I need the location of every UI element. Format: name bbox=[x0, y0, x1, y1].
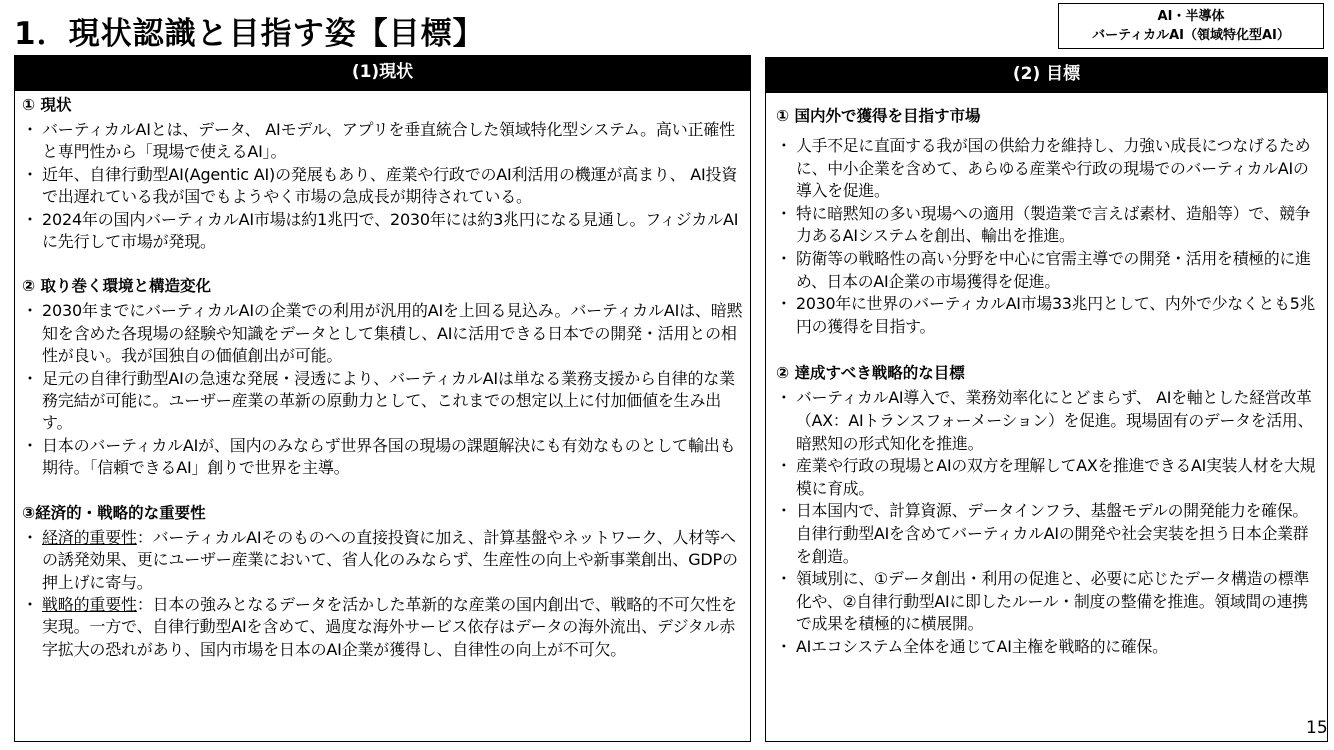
list-item: ・ 近年、自律行動型AI(Agentic AI)の発展もあり、産業や行政でのAI利活用の機運が高まり、 AI投資で出遅れている我が国でもようやく市場の急成長が期待されている。 bbox=[22, 164, 744, 209]
current-status-header: (1)現状 bbox=[15, 56, 750, 91]
item-label: 経済的重要性 bbox=[42, 527, 137, 547]
list-item: ・ 日本のバーティカルAIが、国内のみならず世界各国の現場の課題解決にも有効なものとして輸出も期待。「信頼できるAI」創りで世界を主導。 bbox=[22, 435, 744, 480]
list-item: ・ 防衛等の戦略性の高い分野を中心に官需主導での開発・活用を積極的に進め、日本のAI企業の市場獲得を促進。 bbox=[776, 248, 1319, 293]
goals-header: (2) 目標 bbox=[766, 58, 1327, 93]
item-text: ：バーティカルAIそのものへの直接投資に加え、計算基盤やネットワーク、人材等への誘発効果、更にユーザー産業において、省人化のみならず、生産性の向上や新事業創出、GDPの押上げに寄与。 bbox=[42, 527, 738, 592]
list-item bbox=[22, 527, 744, 594]
topic-tag-line1: AI・半導体 bbox=[1157, 9, 1225, 24]
list-item: ・ バーティカルAI導入で、業務効率化にとどまらず、 AIを軸とした経営改革（AX：AIトランスフォーメーション）を促進。現場固有のデータを活用、暗黙知の形式知化を推進。 bbox=[776, 387, 1319, 455]
section-title: ③経済的・戦略的な重要性 bbox=[22, 503, 206, 522]
list-item: ・ バーティカルAIとは、データ、 AIモデル、アプリを垂直統合した領域特化型システム。高い正確性と専門性から「現場で使えるAI」。 bbox=[22, 119, 744, 164]
section-title: ① 国内外で獲得を目指す市場 bbox=[776, 107, 981, 125]
list-item: ・ 足元の自律行動型AIの急速な発展・浸透により、バーティカルAIは単なる業務支援から自律的な業務完結が可能に。ユーザー産業の革新の原動力として、これまでの想定以上に付加価値を生み出す。 bbox=[22, 368, 744, 435]
section-title: ② 達成すべき戦略的な目標 bbox=[776, 364, 965, 383]
list-item: ・ 2030年に世界のバーティカルAI市場33兆円として、内外で少なくとも5兆円の獲得を目指す。 bbox=[776, 293, 1319, 338]
list-item: ・ 2030年までにバーティカルAIの企業での利用が汎用的AIを上回る見込み。バーティカルAIは、暗黙知を含めた各現場の経験や知識をデータとして集積し、AIに活用できる日本での開発・活用との相性が良い。我が国独自の価値創出が可能。 bbox=[22, 300, 744, 367]
goals-panel bbox=[765, 57, 1328, 742]
current-status-panel bbox=[14, 55, 751, 742]
list-item: ・ 2024年の国内バーティカルAI市場は約1兆円で、2030年には約3兆円になる見通し。フィジカルAIに先行して市場が発現。 bbox=[22, 209, 744, 254]
list-item: ・ 特に暗黙知の多い現場への適用（製造業で言えば素材、造船等）で、競争力あるAIシステムを創出、輸出を推進。 bbox=[776, 203, 1319, 248]
page-number: 15 bbox=[1306, 718, 1328, 738]
section-title: ① 現状 bbox=[22, 96, 72, 114]
list-item: ・ 人手不足に直面する我が国の供給力を維持し、力強い成長につなげるために、中小企業を含めて、あらゆる産業や行政の現場でのバーティカルAIの導入を促進。 bbox=[776, 135, 1319, 203]
list-item bbox=[22, 594, 744, 661]
list-item: ・ 産業や行政の現場とAIの双方を理解してAXを推進できるAI実装人材を大規模に育成。 bbox=[776, 455, 1319, 500]
section-title: ② 取り巻く環境と構造変化 bbox=[22, 277, 212, 296]
page-title: 1．現状認識と目指す姿【目標】 bbox=[14, 16, 485, 52]
topic-tag-line2: バーティカルAI（領域特化型AI） bbox=[1092, 28, 1290, 43]
item-label: 戦略的重要性 bbox=[42, 594, 137, 614]
list-item: ・ 領域別に、①データ創出・利用の促進と、必要に応じたデータ構造の標準化や、②自律行動型AIに即したルール・制度の整備を推進。領域間の連携で成果を積極的に横展開。 bbox=[776, 568, 1319, 636]
list-item: ・ AIエコシステム全体を通じてAI主権を戦略的に確保。 bbox=[776, 636, 1319, 659]
list-item: ・ 日本国内で、計算資源、データインフラ、基盤モデルの開発能力を確保。自律行動型AIを含めてバーティカルAIの開発や社会実装を担う日本企業群を創造。 bbox=[776, 500, 1319, 568]
topic-tag bbox=[1058, 3, 1324, 49]
item-text: ：日本の強みとなるデータを活かした革新的な産業の国内創出で、戦略的不可欠性を実現。一方で、自律行動型AIを含めて、過度な海外サービス依存はデータの海外流出、デジタル赤字拡大の恐れがあり、国内市場を日本のAI企業が獲得し、自律性の向上が不可欠。 bbox=[42, 594, 737, 659]
